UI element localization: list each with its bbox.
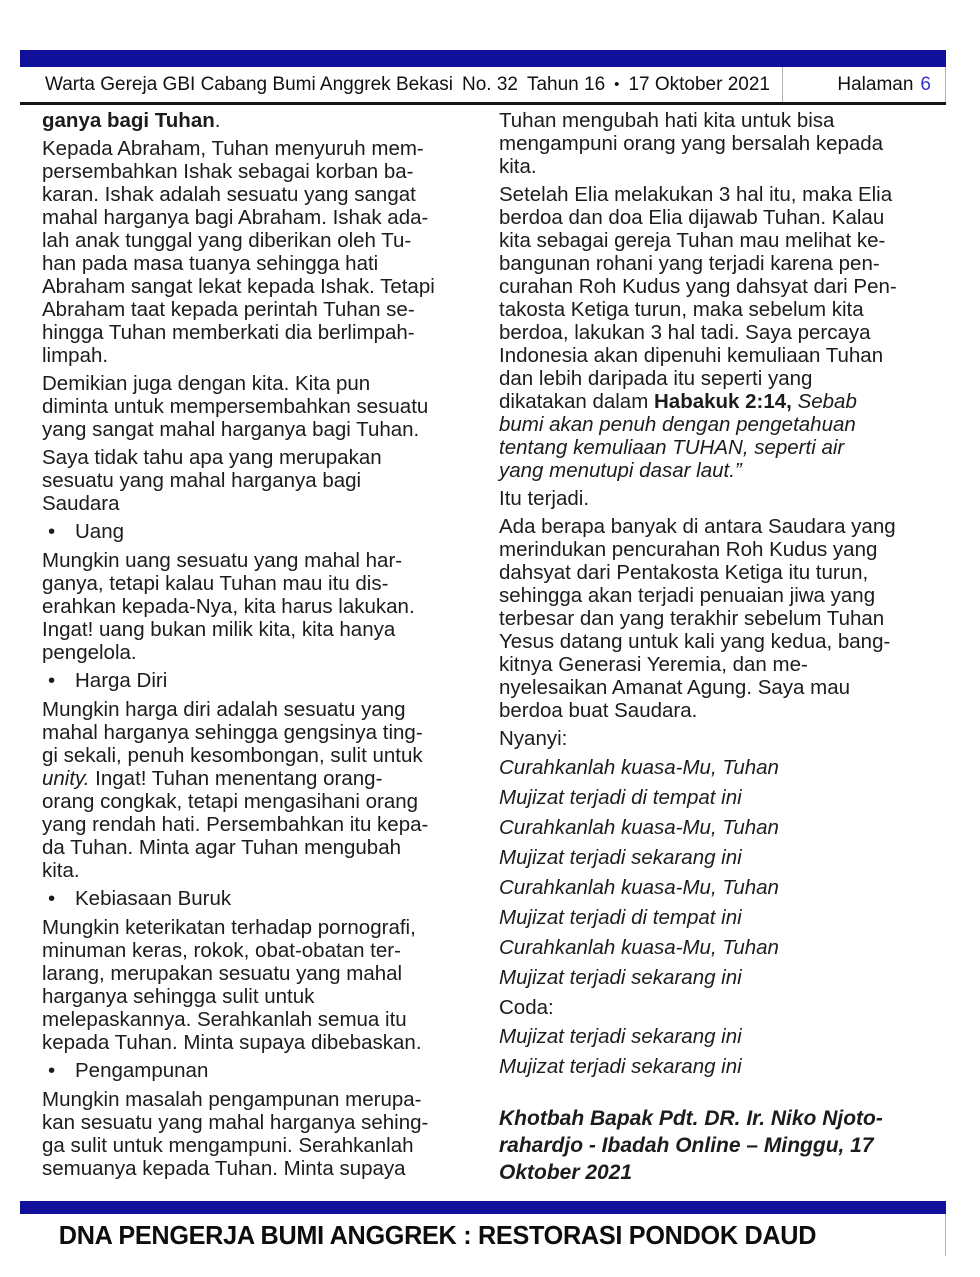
text-segment: Sebab <box>797 390 857 413</box>
song-line: Mujizat terjadi sekarang ini <box>499 966 742 989</box>
year-number: Tahun 16 <box>526 73 606 95</box>
bullet-label: Uang <box>75 520 125 543</box>
text-segment: ganya bagi Tuhan <box>42 109 215 132</box>
bullet-item <box>42 520 489 543</box>
song-line: Mujizat terjadi sekarang ini <box>499 1025 742 1048</box>
issue-number: No. 32 <box>462 73 518 95</box>
section-label: Nyanyi: <box>499 727 568 750</box>
page-footer <box>20 1214 946 1256</box>
newsletter-title: Warta Gereja GBI Cabang Bumi Anggrek Bekasi <box>45 73 453 95</box>
bullet-label: Kebiasaan Buruk <box>75 887 232 910</box>
song-line: Curahkanlah kuasa-Mu, Tuhan <box>499 816 779 839</box>
text-segment: Habakuk 2:14, <box>653 390 792 413</box>
text-segment: bumi akan penuh dengan pengetahuan <box>499 413 856 436</box>
bullet-dot-icon: • <box>48 1059 56 1082</box>
bullet-item <box>42 887 489 910</box>
paragraph: Demikian juga dengan kita. Kita pun diminta untuk mempersembahkan sesuatu yang sangat mahal harganya bagi Tuhan. <box>42 372 429 441</box>
song-line: Mujizat terjadi di tempat ini <box>499 786 742 809</box>
bottom-blue-bar <box>20 1201 946 1214</box>
left-column <box>42 109 489 1186</box>
song-line: Mujizat terjadi sekarang ini <box>499 1055 742 1078</box>
page-number-cell <box>782 67 945 102</box>
paragraph: Mungkin harga diri adalah sesuatu yang mahal harganya sehingga gengsinya ting- gi sekali, penuh kesombongan, sulit untuk unity. Ingat! Tuhan menentang orang- orang congkak, tetapi mengasihani orang yang rendah hati. Persembahkan itu kepa- da Tuhan. Minta agar Tuhan mengubah kita. <box>42 698 429 882</box>
text-segment: dikatakan dalam <box>499 390 654 413</box>
song-line: Curahkanlah kuasa-Mu, Tuhan <box>499 756 779 779</box>
paragraph: Tuhan mengubah hati kita untuk bisa mengampuni orang yang bersalah kepada kita. <box>499 109 884 178</box>
bullet-dot-icon: • <box>48 669 56 692</box>
paragraph: Ada berapa banyak di antara Saudara yang merindukan pencurahan Roh Kudus yang dahsyat dari Pentakosta Ketiga itu turun, sehingga akan terjadi penuaian jiwa yang terbesar dan yang terakhir sebelum Tuhan Yesus datang untuk kali yang kedua, bang- kitnya Generasi Yeremia, dan me- nyelesaikan Amanat Agung. Saya mau berdoa buat Saudara. <box>499 515 896 722</box>
paragraph: Saya tidak tahu apa yang merupakan sesuatu yang mahal harganya bagi Saudara <box>42 446 382 515</box>
paragraph <box>42 109 489 132</box>
paragraph: Mungkin uang sesuatu yang mahal har- ganya, tetapi kalau Tuhan mau itu dis- erahkan kepada-Nya, kita harus lakukan. Ingat! uang bukan milik kita, kita hanya pengelola. <box>42 549 415 664</box>
song-line: Mujizat terjadi sekarang ini <box>499 846 742 869</box>
paragraph: Mungkin keterikatan terhadap pornografi, minuman keras, rokok, obat-obatan ter- larang, merupakan sesuatu yang mahal harganya sehingga sulit untuk melepaskannya. Serahkanlah semua itu kepada Tuhan. Minta supaya dibebaskan. <box>42 916 422 1054</box>
song-stanza <box>499 756 946 989</box>
section-label: Coda: <box>499 996 554 1019</box>
text-segment: unity. <box>42 767 90 790</box>
bullet-item <box>42 669 489 692</box>
text-segment: Ingat! Tuhan menentang orang- <box>89 767 383 790</box>
paragraph: Itu terjadi. <box>499 487 590 510</box>
text-segment: tentang kemuliaan TUHAN, seperti air <box>499 436 845 459</box>
page-number-label: Halaman <box>837 73 914 95</box>
bullet-label: Harga Diri <box>75 669 168 692</box>
text-segment: . <box>214 109 221 132</box>
song-line: Curahkanlah kuasa-Mu, Tuhan <box>499 876 779 899</box>
paragraph: Setelah Elia melakukan 3 hal itu, maka Elia berdoa dan doa Elia dijawab Tuhan. Kalau kita sebagai gereja Tuhan mau melihat ke- bangunan rohani yang terjadi karena pen- curahan Roh Kudus yang dahsyat dari Pen- takosta Ketiga turun, maka sebelum kita berdoa, lakukan 3 hal tadi. Saya percaya Indonesia akan dipenuhi kemuliaan Tuhan dan lebih daripada itu seperti yang dikatakan dalam Habakuk 2:14, Sebab bumi akan penuh dengan pengetahuan tentang kemuliaan TUHAN, seperti air yang menutupi dasar laut.” <box>499 183 897 482</box>
song-stanza <box>499 1025 946 1078</box>
header-divider-rule <box>20 102 946 105</box>
header-title-line <box>20 74 782 96</box>
footer-banner-text: DNA PENGERJA BUMI ANGGREK : RESTORASI PONDOK DAUD <box>58 1219 817 1250</box>
bullet-separator-icon: • <box>614 76 620 93</box>
page-number: 6 <box>920 73 931 95</box>
bullet-label: Pengampunan <box>75 1059 209 1082</box>
issue-date: 17 Oktober 2021 <box>628 73 770 95</box>
bullet-item <box>42 1059 489 1082</box>
bullet-dot-icon: • <box>48 520 56 543</box>
paragraph: Mungkin masalah pengampunan merupa- kan sesuatu yang mahal harganya sehing- ga sulit untuk mengampuni. Serahkanlah semuanya kepada Tuhan. Minta supaya <box>42 1088 429 1180</box>
right-column <box>499 109 946 1186</box>
paragraph: Kepada Abraham, Tuhan menyuruh mem- persembahkan Ishak sebagai korban ba- karan. Ishak adalah sesuatu yang sangat mahal harganya bagi Abraham. Ishak ada- lah anak tunggal yang diberikan oleh Tu- han pada masa tuanya sehingga hati Abraham sangat lekat kepada Ishak. Tetapi Abraham taat kepada perintah Tuhan se- hingga Tuhan memberkati dia berlimpah- limpah. <box>42 137 435 367</box>
article-body <box>42 109 946 1186</box>
page-header <box>20 67 946 102</box>
song-line: Curahkanlah kuasa-Mu, Tuhan <box>499 936 779 959</box>
text-segment: yang menutupi dasar laut.” <box>499 459 742 482</box>
bullet-dot-icon: • <box>48 887 56 910</box>
sermon-credit: Khotbah Bapak Pdt. DR. Ir. Niko Njoto- rahardjo - Ibadah Online – Minggu, 17 Oktober 2021 <box>499 1107 883 1184</box>
top-blue-bar <box>20 50 946 67</box>
song-line: Mujizat terjadi di tempat ini <box>499 906 742 929</box>
